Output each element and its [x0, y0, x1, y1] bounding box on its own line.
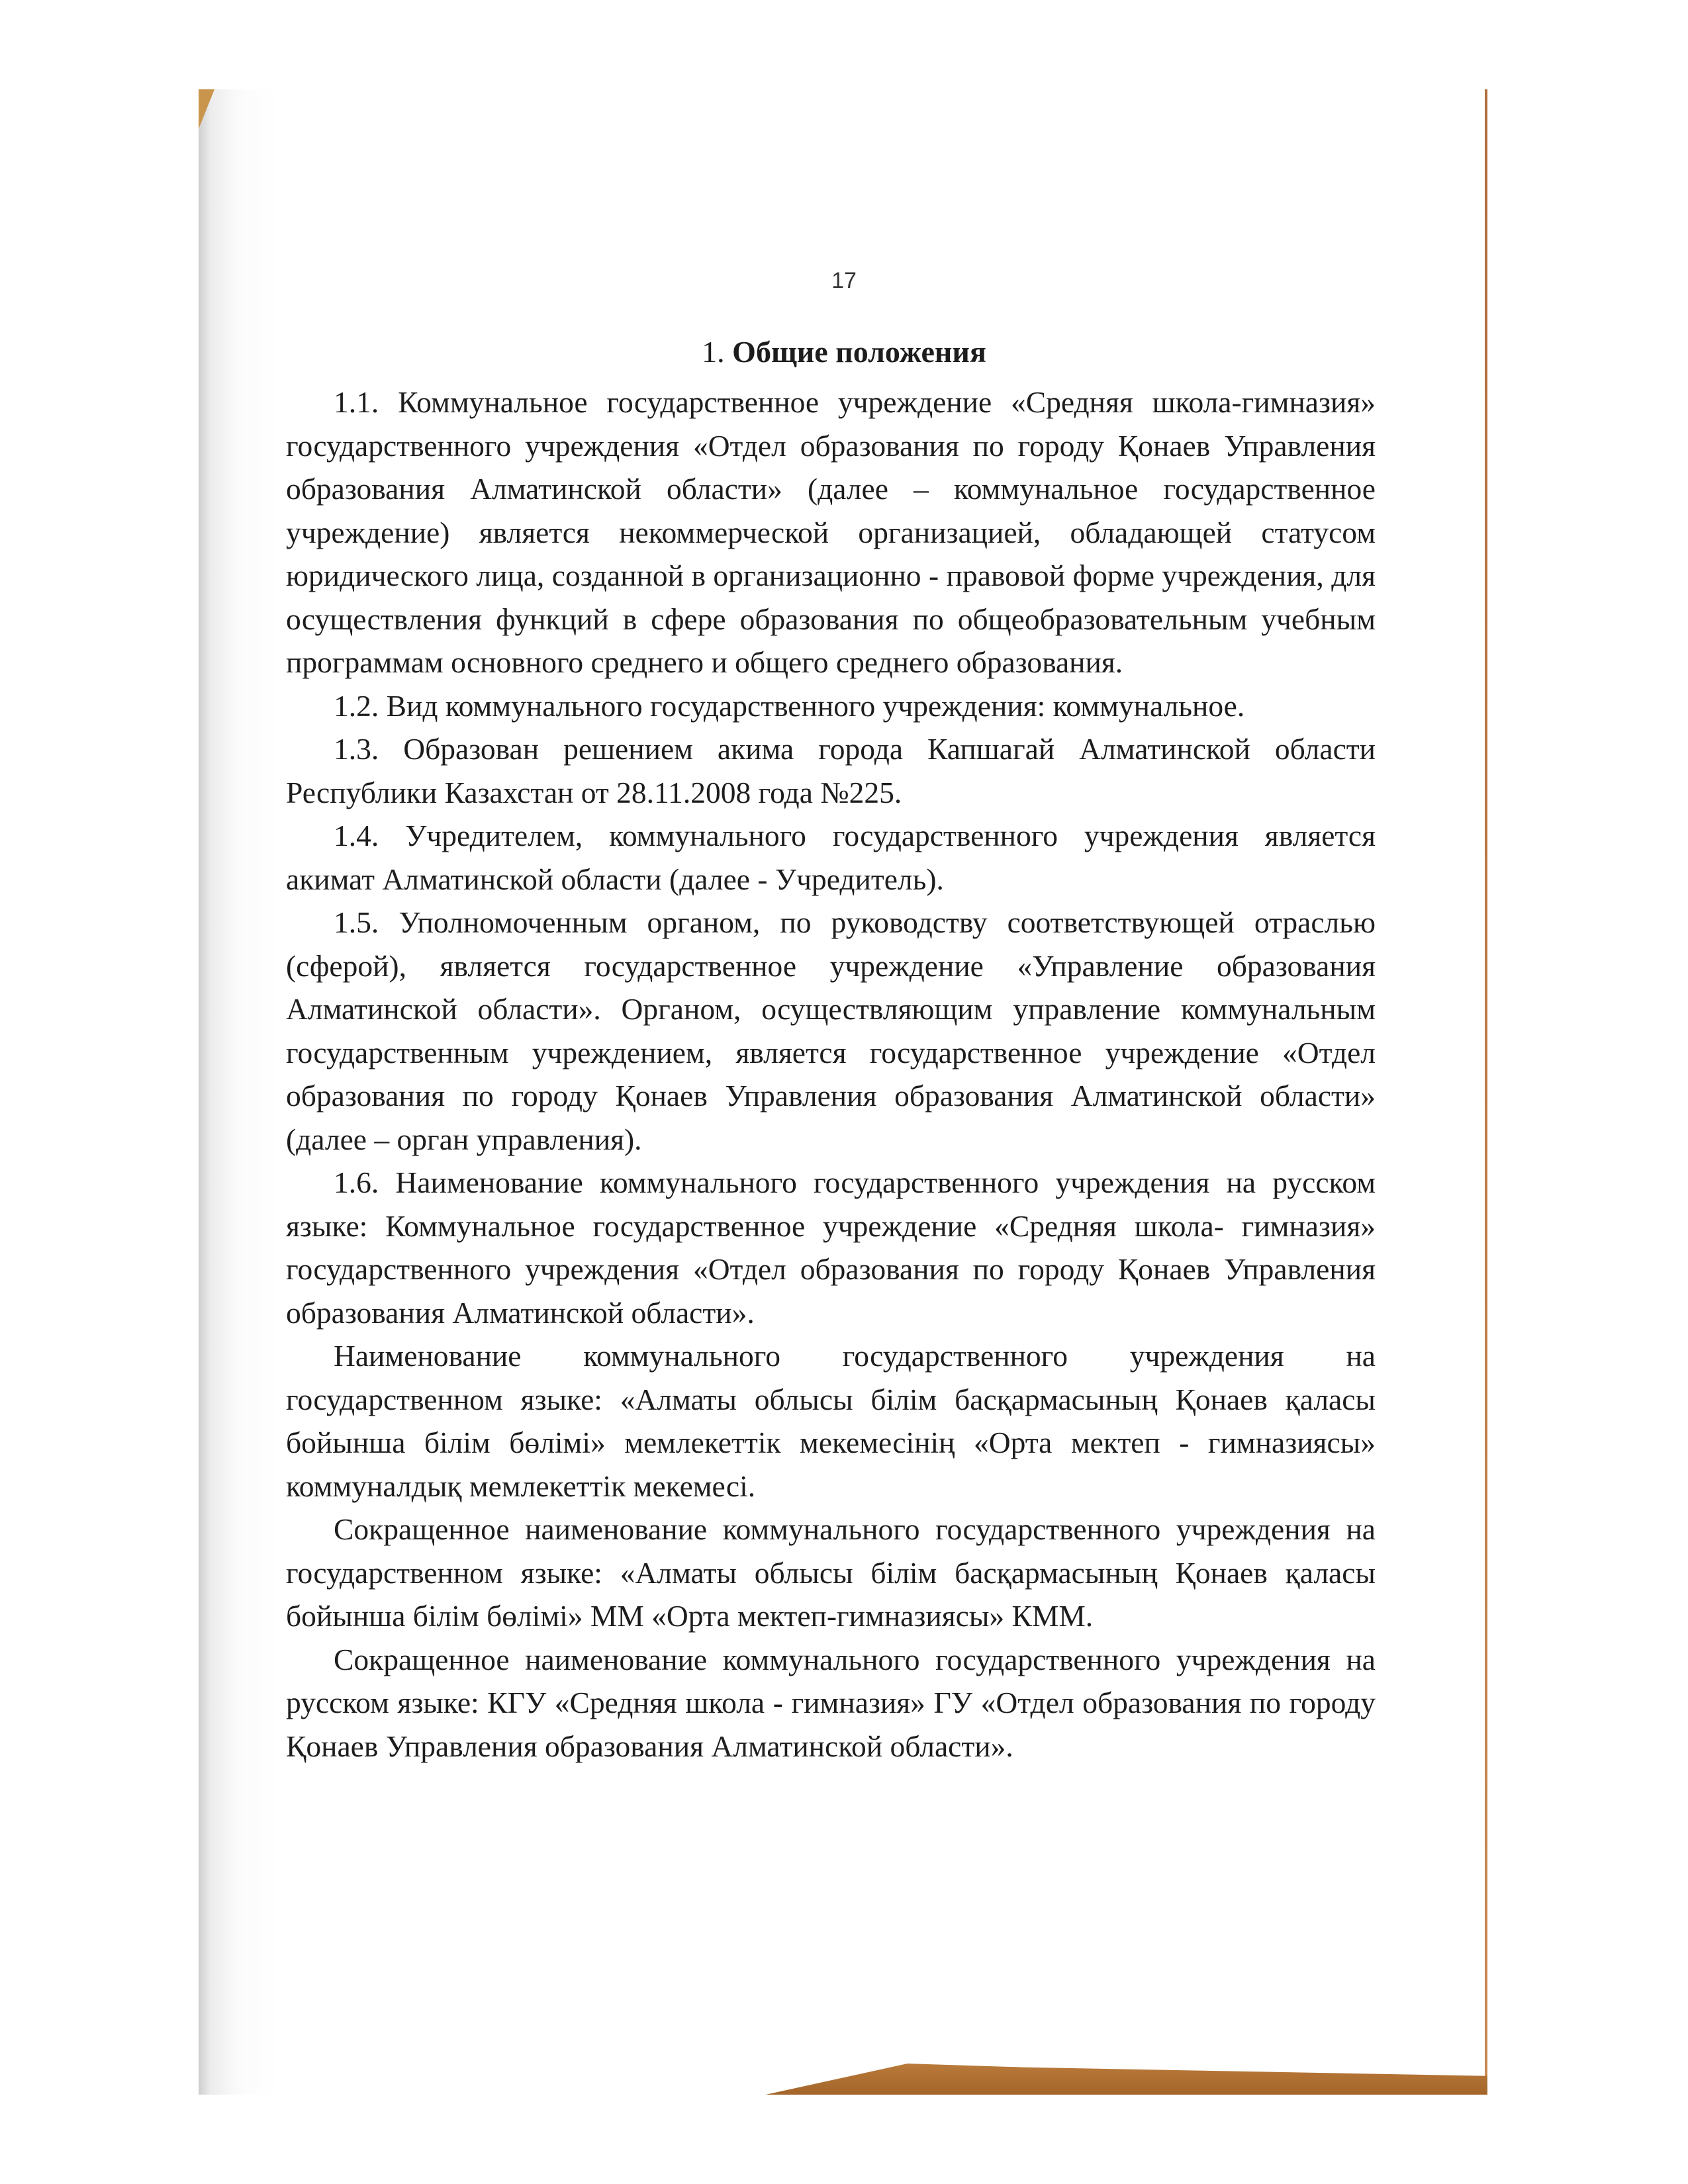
section-heading-title: Общие положения [732, 335, 986, 369]
paragraph-1-2: 1.2. Вид коммунального государственного учреждения: коммунальное. [334, 688, 1245, 723]
table-surface-corner [199, 89, 214, 129]
paragraph-short-name-state-language: Сокращенное наименование коммунального государственного учреждения на государственном языке: «Алматы облысы білім басқармасының Қонаев қаласы бойынша білім бөлімі» ММ «Орта мектеп-гимназиясы» КММ. [286, 1512, 1376, 1633]
paragraph-1-6: 1.6. Наименование коммунального государственного учреждения на русском языке: Коммунальное государственное учреждение «Средняя школа- гимназия» государственного учреждения «Отдел образования по городу Қонаев Управления образования Алматинской области». [286, 1165, 1376, 1330]
section-heading [0, 334, 1688, 369]
paragraph-short-name-russian: Сокращенное наименование коммунального государственного учреждения на русском языке: КГУ «Средняя школа - гимназия» ГУ «Отдел образования по городу Қонаев Управления образования Алматинской области». [286, 1642, 1376, 1763]
paragraph-1-1: 1.1. Коммунальное государственное учреждение «Средняя школа-гимназия» государственного учреждения «Отдел образования по городу Қонаев Управления образования Алматинской области» (далее – коммунальное государственное учреждение) является некоммерческой организацией, обладающей статусом юридического лица, созданной в организационно - правовой форме учреждения, для осуществления функций в сфере образования по общеобразовательным учебным программам основного среднего и общего среднего образования. [286, 385, 1376, 679]
page-right-edge [1485, 89, 1487, 2095]
paragraph-1-4: 1.4. Учредителем, коммунального государственного учреждения является акимат Алматинской области (далее - Учредитель). [286, 819, 1376, 896]
body-text [286, 381, 1376, 1768]
section-heading-number: 1. [702, 335, 725, 369]
paragraph-1-3: 1.3. Образован решением акима города Капшагай Алматинской области Республики Казахстан от 28.11.2008 года №225. [286, 732, 1376, 809]
paragraph-1-5: 1.5. Уполномоченным органом, по руководству соответствующей отраслью (сферой), является государственное учреждение «Управление образования Алматинской области». Органом, осуществляющим управление коммунальным государственным учреждением, является государственное учреждение «Отдел образования по городу Қонаев Управления образования Алматинской области» (далее – орган управления). [286, 905, 1376, 1156]
page-number: 17 [831, 268, 857, 293]
paragraph-state-language-name: Наименование коммунального государственного учреждения на государственном языке: «Алматы облысы білім басқармасының Қонаев қаласы бойынша білім бөлімі» мемлекеттік мекемесінің «Орта мектеп - гимназиясы» коммуналдық мемлекеттік мекемесі. [286, 1339, 1376, 1503]
